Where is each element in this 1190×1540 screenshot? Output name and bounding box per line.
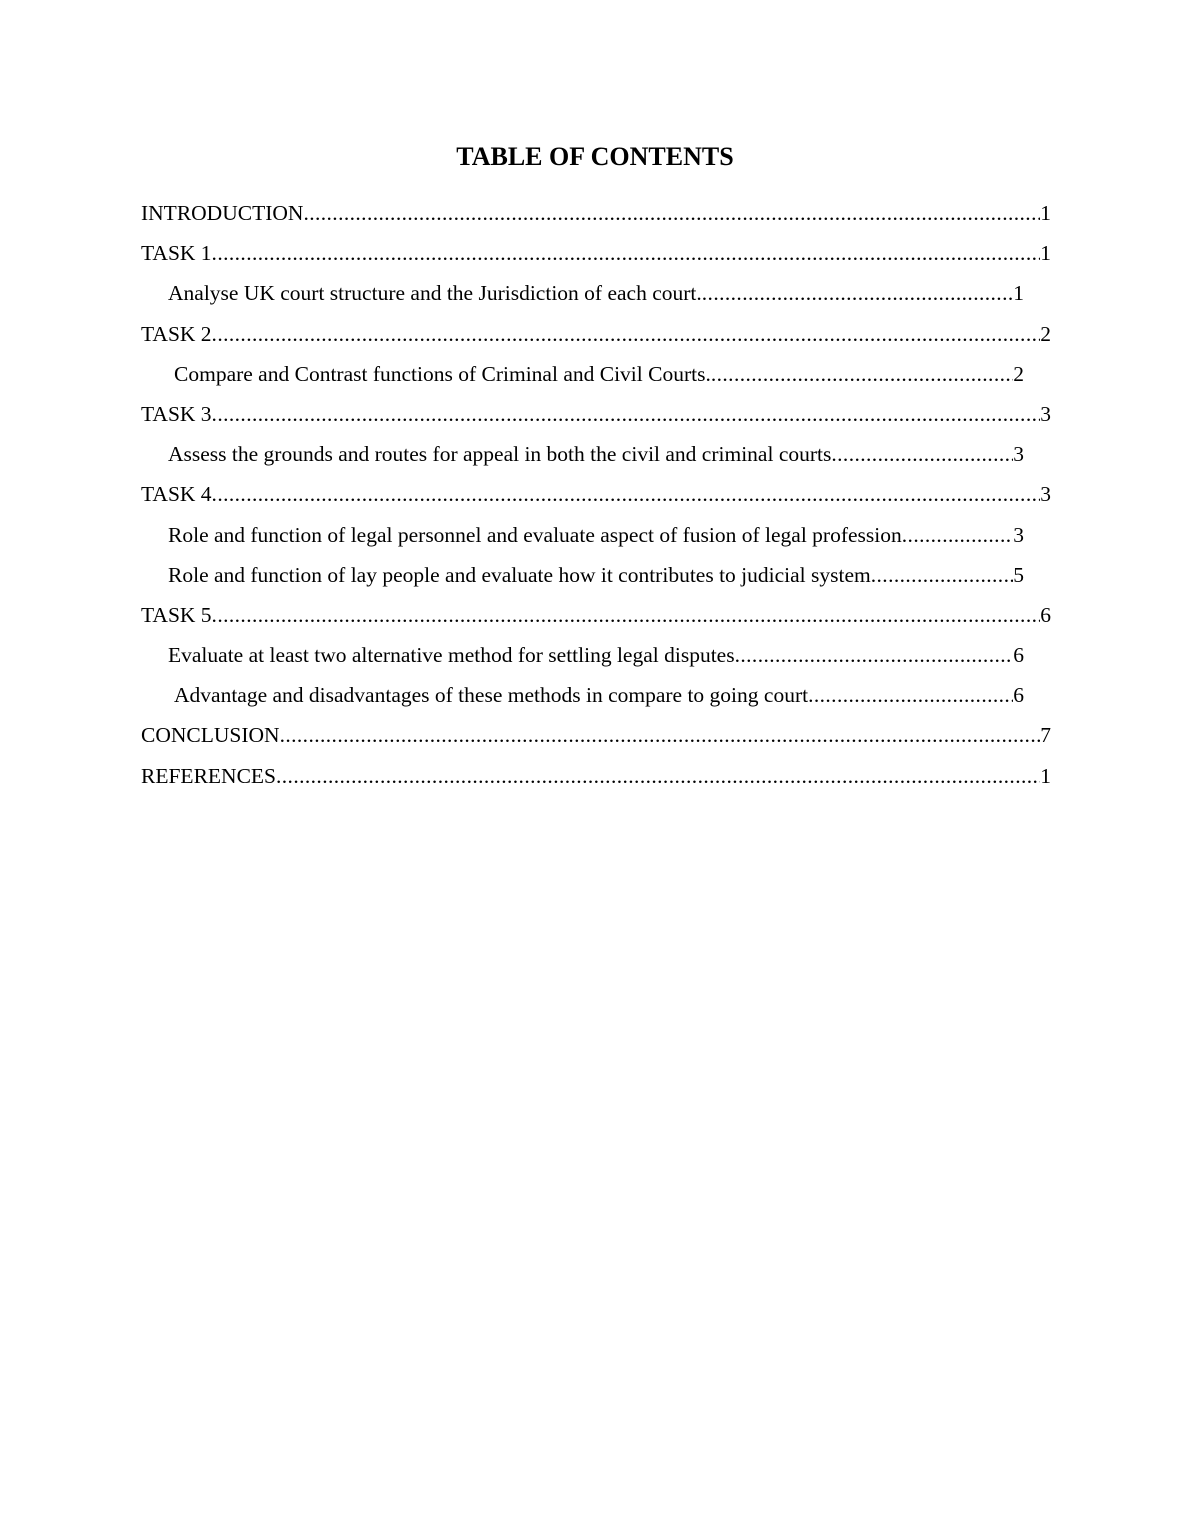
toc-entry-task-4[interactable]	[141, 478, 1051, 518]
toc-entry-text: TASK 4	[141, 482, 212, 507]
toc-leader-dots	[212, 237, 1041, 269]
toc-leader-dots	[212, 318, 1041, 350]
toc-entry-text: TASK 2	[141, 321, 212, 346]
toc-page-number: 6	[1013, 643, 1024, 668]
toc-entry-text: Assess the grounds and routes for appeal in both the civil and criminal courts	[168, 442, 832, 467]
toc-entry-text: INTRODUCTION	[141, 201, 304, 225]
toc-leader-dots	[276, 760, 1040, 792]
toc-entry-text: REFERENCES	[141, 763, 276, 788]
toc-page-number: 1	[1013, 281, 1024, 306]
toc-entry-text: Role and function of legal personnel and evaluate aspect of fusion of legal profession	[168, 522, 902, 547]
toc-page-number: 2	[1040, 321, 1051, 346]
toc-leader-dots	[212, 478, 1041, 510]
toc-entry-references[interactable]	[141, 760, 1051, 800]
toc-entry-legal-personnel[interactable]	[168, 519, 1024, 559]
toc-leader-dots	[212, 398, 1041, 430]
toc-leader-dots	[702, 277, 1013, 309]
toc-page-number: 1	[1040, 241, 1051, 266]
toc-entry-grounds-for-appeal[interactable]	[168, 438, 1024, 478]
toc-entry-advantages-disadvantages[interactable]	[174, 679, 1024, 719]
toc-entry-text: TASK 5	[141, 602, 212, 627]
toc-leader-dots	[280, 719, 1041, 751]
toc-entry-criminal-civil-courts[interactable]	[174, 358, 1024, 398]
toc-page-number: 3	[1013, 442, 1024, 467]
toc-leader-dots	[303, 197, 1040, 229]
toc-leader-dots	[831, 438, 1013, 470]
toc-entry-text: TASK 1	[141, 241, 212, 266]
toc-page-number: 5	[1013, 562, 1024, 587]
toc-entry-task-5[interactable]	[141, 599, 1051, 639]
toc-entry-text: Advantage and disadvantages of these methods in compare to going court	[174, 683, 809, 708]
toc-entry-conclusion[interactable]	[141, 719, 1051, 759]
toc-page-number: 6	[1040, 602, 1051, 627]
toc-list	[141, 197, 1051, 800]
toc-title: TABLE OF CONTENTS	[456, 142, 734, 171]
toc-entry-introduction[interactable]	[141, 197, 1051, 237]
toc-entry-text: Compare and Contrast functions of Criminal and Civil Courts.	[174, 361, 711, 386]
toc-page-number: 1	[1040, 763, 1051, 788]
toc-page-number: 3	[1013, 522, 1024, 547]
toc-entry-text: CONCLUSION	[141, 723, 280, 748]
toc-entry-task-2[interactable]	[141, 318, 1051, 358]
toc-entry-uk-court-structure[interactable]	[168, 277, 1024, 317]
toc-entry-text: TASK 3	[141, 401, 212, 426]
toc-leader-dots	[735, 639, 1014, 671]
toc-entry-text: Role and function of lay people and evaluate how it contributes to judicial system	[168, 562, 871, 587]
toc-page-number: 2	[1013, 361, 1024, 386]
toc-entry-text: Evaluate at least two alternative method for settling legal disputes	[168, 643, 735, 668]
toc-page-number: 7	[1040, 723, 1051, 748]
toc-entry-alternative-methods[interactable]	[168, 639, 1024, 679]
toc-page-number: 6	[1013, 683, 1024, 708]
toc-leader-dots	[808, 679, 1013, 711]
toc-entry-text: Analyse UK court structure and the Jurisdiction of each court.	[168, 281, 702, 306]
toc-leader-dots	[711, 358, 1013, 390]
toc-page-number: 3	[1040, 401, 1051, 426]
toc-page-number: 1	[1040, 201, 1051, 225]
toc-entry-lay-people[interactable]	[168, 559, 1024, 599]
toc-leader-dots	[212, 599, 1041, 631]
toc-entry-task-1[interactable]	[141, 237, 1051, 277]
toc-leader-dots	[902, 519, 1013, 551]
toc-leader-dots	[871, 559, 1014, 591]
toc-page-number: 3	[1040, 482, 1051, 507]
toc-entry-task-3[interactable]	[141, 398, 1051, 438]
